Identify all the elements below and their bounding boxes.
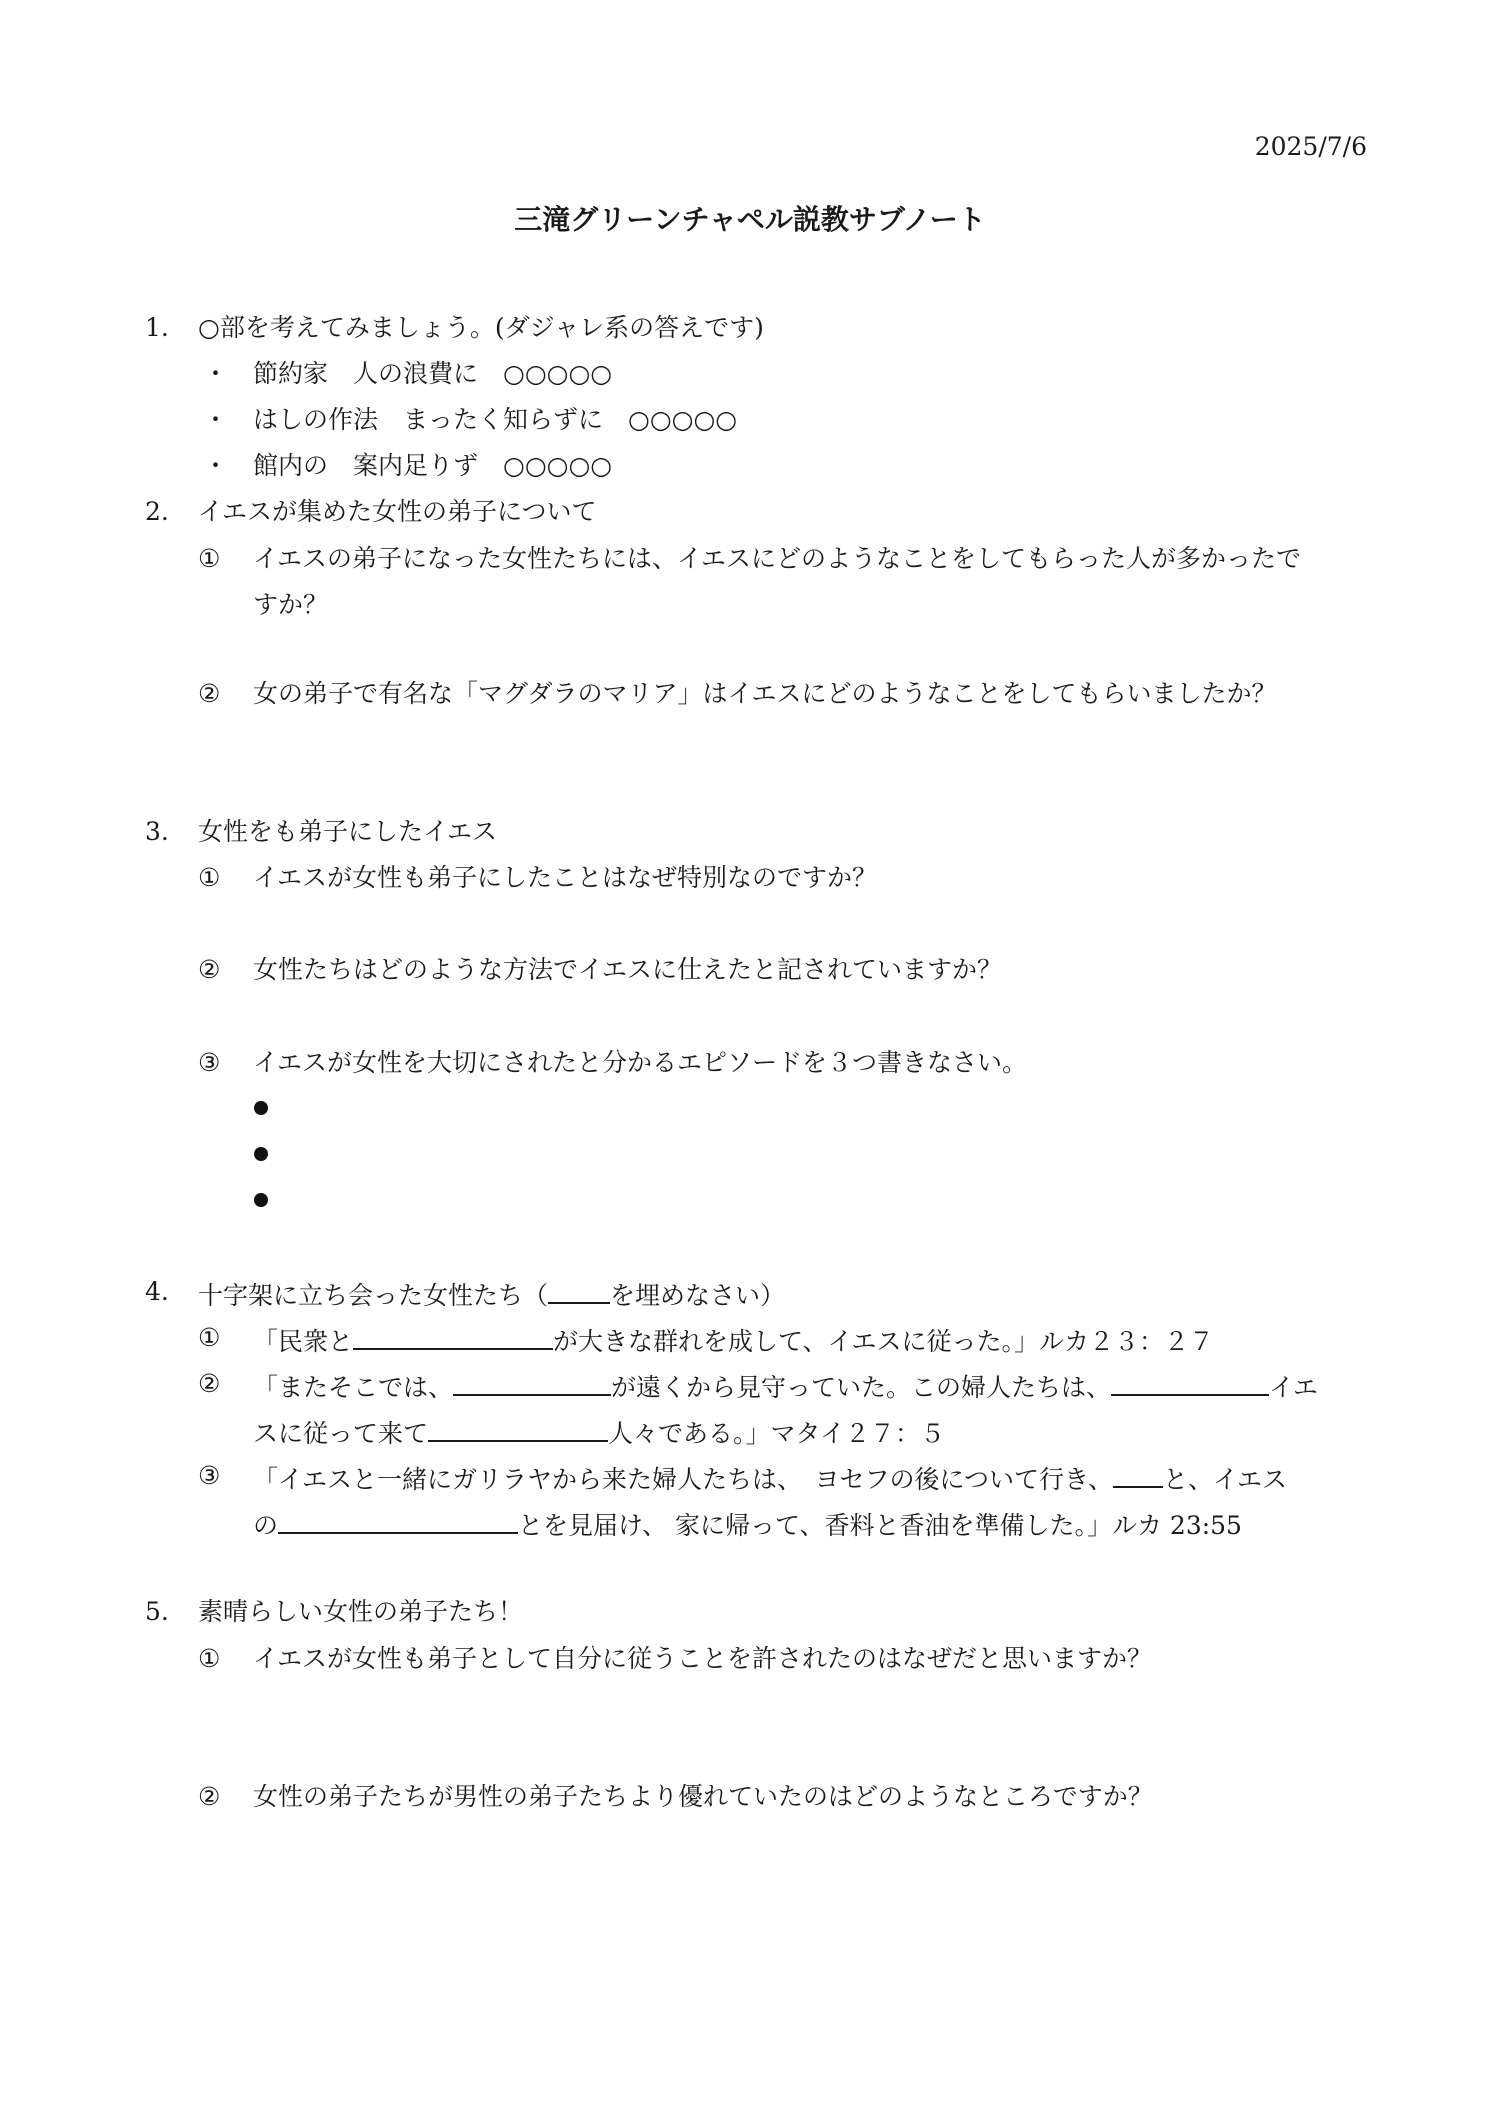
fill-in-blank[interactable] [453, 1368, 611, 1396]
section-2-number: 2. [145, 497, 169, 526]
question-text: イエスの弟子になった女性たちには、イエスにどのようなことをしてもらった人が多かったで [253, 544, 1302, 573]
fill-in-blank[interactable] [1111, 1368, 1269, 1396]
answer-bullet-icon [254, 1101, 268, 1115]
section-5-heading: 素晴らしい女性の弟子たち！ [198, 1597, 524, 1626]
question-text: 女の弟子で有名な「マグダラのマリア」はイエスにどのようなことをしてもらいましたか？ [253, 679, 1277, 708]
question-text: イエスが女性も弟子として自分に従うことを許されたのはなぜだと思いますか？ [253, 1644, 1153, 1673]
question-marker: ① [198, 1323, 221, 1352]
question-marker: ② [198, 1369, 221, 1398]
section-3-heading: 女性をも弟子にしたイエス [198, 817, 498, 846]
answer-bullet-icon [254, 1147, 268, 1161]
answer-bullet-icon [254, 1193, 268, 1207]
section-1-heading: ○部を考えてみましょう。(ダジャレ系の答えです) [198, 313, 764, 342]
question-marker: ② [198, 679, 221, 708]
list-item: 館内の 案内足りず ○○○○○ [253, 451, 613, 480]
question-marker: ① [198, 863, 221, 892]
fill-in-blank[interactable] [278, 1506, 518, 1534]
question-text: イエスが女性も弟子にしたことはなぜ特別なのですか？ [253, 863, 878, 892]
list-item-marker: ・ [203, 405, 229, 434]
question-marker: ② [198, 955, 221, 984]
fill-in-sentence: 「またそこでは、 が遠くから見守っていた。この婦人たちは、 イエ [253, 1368, 1318, 1404]
question-marker: ① [198, 1644, 221, 1673]
fill-in-sentence: 「イエスと一緒にガリラヤから来た婦人たちは、 ヨセフの後について行き、 と、イエス [253, 1460, 1287, 1496]
fill-in-sentence: 「民衆と が大きな群れを成して、イエスに従った。」ルカ２３：２７ [253, 1322, 1214, 1358]
fill-in-sentence-continued: スに従って来て 人々である。」マタイ２７：５ [253, 1414, 945, 1450]
section-3-number: 3. [145, 817, 169, 846]
question-marker: ① [198, 544, 221, 573]
section-1-number: 1. [145, 313, 169, 342]
fill-in-blank[interactable] [1113, 1460, 1163, 1488]
blank-line [548, 1276, 610, 1304]
question-marker: ③ [198, 1048, 221, 1077]
list-item-marker: ・ [203, 359, 229, 388]
question-marker: ② [198, 1782, 221, 1811]
question-text: 女性たちはどのような方法でイエスに仕えたと記されていますか？ [253, 955, 1003, 984]
section-5-number: 5. [145, 1597, 169, 1626]
fill-in-sentence-continued: の とを見届け、 家に帰って、香料と香油を準備した。」ルカ 23:55 [253, 1506, 1242, 1542]
document-title: 三滝グリーンチャペル説教サブノート [514, 203, 986, 236]
fill-in-blank[interactable] [428, 1414, 608, 1442]
section-4-number: 4. [145, 1277, 169, 1306]
question-marker: ③ [198, 1461, 221, 1490]
list-item-marker: ・ [203, 451, 229, 480]
fill-in-blank[interactable] [353, 1322, 553, 1350]
list-item: 節約家 人の浪費に ○○○○○ [253, 359, 613, 388]
question-text-continued: すか？ [253, 590, 329, 619]
question-text: イエスが女性を大切にされたと分かるエピソードを３つ書きなさい。 [253, 1048, 1028, 1077]
question-text: 女性の弟子たちが男性の弟子たちより優れていたのはどのようなところですか？ [253, 1782, 1153, 1811]
document-date: 2025/7/6 [1254, 132, 1367, 161]
section-4-heading: 十字架に立ち会った女性たち（ を埋めなさい） [198, 1276, 785, 1312]
section-2-heading: イエスが集めた女性の弟子について [198, 497, 597, 526]
list-item: はしの作法 まったく知らずに ○○○○○ [253, 405, 738, 434]
